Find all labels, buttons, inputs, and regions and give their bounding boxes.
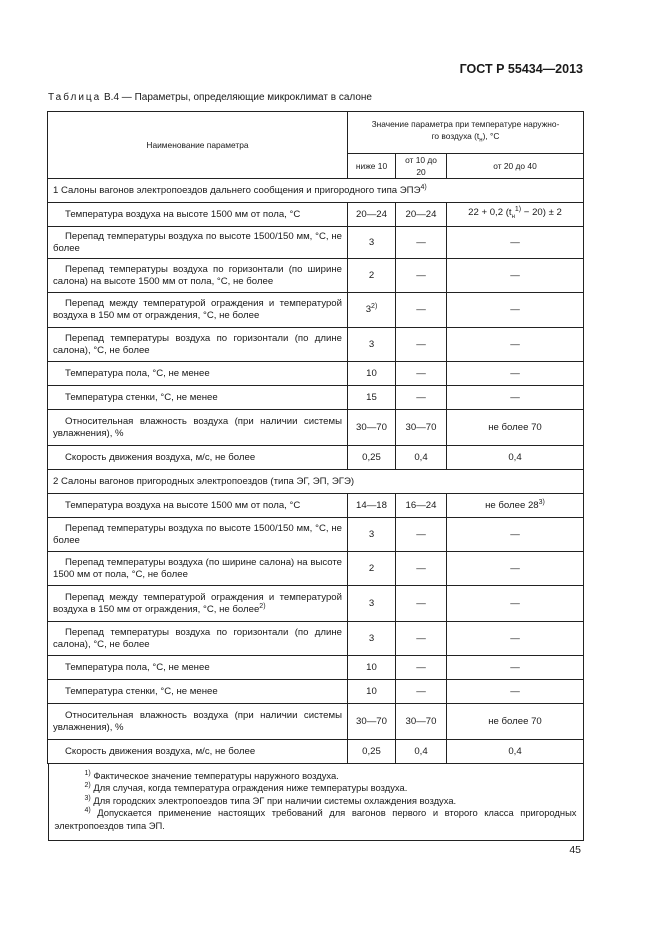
table-row-name: Температура пола, °С, не менее [48,656,348,680]
section-1-title-text: 1 Салоны вагонов электропоездов дальнего сообщения и пригородного типа ЭПЭ [53,184,421,196]
table-row-name: Температура воздуха на высоте 1500 мм от пола, °С [48,494,348,518]
section-2-title: 2 Салоны вагонов пригородных электропоездов (типа ЭГ, ЭП, ЭГЭ) [48,470,584,494]
header-param-name: Наименование параметра [48,112,348,179]
footnote-text: Фактическое значение температуры наружного воздуха. [90,770,339,781]
cell-below-10: 3 [348,227,396,259]
cell-10-20: — [396,518,447,552]
cell-below-10: 15 [348,386,396,410]
footnote-4 [55,807,577,832]
formula-sup: 1) [514,205,522,213]
cell-10-20: — [396,552,447,586]
table-row-name: Перепад между температурой ограждения и температурой воздуха в 150 мм от ограждения, °С, не более [48,293,348,328]
cell-below-10: 30—70 [348,704,396,740]
table-row-name: Скорость движения воздуха, м/с, не более [48,446,348,470]
cell-below-10: 30—70 [348,410,396,446]
table-row-name: Температура воздуха на высоте 1500 мм от пола, °С [48,203,348,227]
footnote-text: Допускается применение настоящих требований для вагонов первого и второго класса пригородных электропоездов типа ЭП. [54,807,577,831]
footnote-mark: 3) [84,794,91,802]
cell-20-40: не более 70 [447,410,584,446]
microclimate-table [47,111,584,841]
cell-below-10: 3 [348,328,396,362]
caption-label: Таблица [48,92,102,103]
cell-below-10: 2 [348,259,396,293]
cell-10-20: — [396,656,447,680]
header-value-line1: Значение параметра при температуре наружно- [371,119,560,130]
cell-10-20: — [396,362,447,386]
cell-20-40: — [447,518,584,552]
table-caption [48,92,372,103]
cell-10-20: 30—70 [396,704,447,740]
footnote-text: Для городских электропоездов типа ЭГ при наличии системы охлаждения воздуха. [90,794,457,806]
cell-below-10: 20—24 [348,203,396,227]
cell-10-20: — [396,680,447,704]
table-row-name: Перепад температуры воздуха по высоте 1500/150 мм, °С, не более [48,518,348,552]
footnotes [48,764,584,841]
table-row-name: Скорость движения воздуха, м/с, не более [48,740,348,764]
section-1-title [48,179,584,203]
cell-10-20: 20—24 [396,203,447,227]
cell-20-40: — [447,622,584,656]
header-value-sub: н [479,137,483,144]
table-row-name: Перепад температуры воздуха по горизонтали (по длине салона), °С, не более [48,622,348,656]
cell-20-40 [447,494,584,518]
header-value-group [348,112,584,154]
footnote-1 [55,770,577,782]
cell-20-40: — [447,227,584,259]
cell-20-40: — [447,362,584,386]
row-name-sup: 2) [259,602,266,610]
formula-part-a: 22 + 0,2 (t [468,206,512,218]
section-1-sup: 4) [420,183,427,191]
cell-below-10: 2 [348,552,396,586]
cell-10-20: — [396,586,447,622]
table-row-name: Относительная влажность воздуха (при наличии системы увлажнения), % [48,410,348,446]
cell-below-10: 3 [348,622,396,656]
cell-20-40: — [447,293,584,328]
footnote-mark: 4) [84,807,91,815]
cell-10-20: — [396,227,447,259]
cell-below-10: 0,25 [348,446,396,470]
cell-20-40: — [447,328,584,362]
cell-20-40: — [447,680,584,704]
cell-below-10: 10 [348,680,396,704]
formula-part-b: − 20) ± 2 [521,206,562,218]
cell-below-10 [348,293,396,328]
table-row-name: Температура стенки, °С, не менее [48,386,348,410]
subcol-10-20: от 10 до 20 [396,154,447,179]
footnote-mark: 1) [84,769,91,777]
cell-10-20: — [396,293,447,328]
cell-10-20: 16—24 [396,494,447,518]
caption-number: В.4 [104,92,120,103]
cell-20-40: — [447,586,584,622]
cell-below-10: 3 [348,518,396,552]
footnote-2 [55,782,577,794]
footnote-text: Для случая, когда температура ограждения ниже температуры воздуха. [90,782,408,794]
subcol-below-10: ниже 10 [348,154,396,179]
table-row-name: Перепад температуры воздуха (по ширине салона) на высоте 1500 мм от пола, °С, не более [48,552,348,586]
cell-value: 3 [365,304,372,315]
footnotes-cell [48,764,584,842]
table-row-name: Температура пола, °С, не менее [48,362,348,386]
cell-below-10: 0,25 [348,740,396,764]
cell-sup: 3) [538,498,545,506]
cell-10-20: 0,4 [396,740,447,764]
row-name-text: Перепад между температурой ограждения и температурой воздуха в 150 мм от ограждения, °С, не более [53,591,342,615]
cell-20-40: 0,4 [447,740,584,764]
page-number: 45 [569,844,581,856]
table-row-name: Перепад температуры воздуха по высоте 1500/150 мм, °С, не более [48,227,348,259]
table-row-name: Температура стенки, °С, не менее [48,680,348,704]
cell-20-40: — [447,386,584,410]
cell-20-40: не более 70 [447,704,584,740]
header-value-line2a: го воздуха (t [431,131,480,142]
cell-10-20: — [396,259,447,293]
cell-20-40: — [447,259,584,293]
cell-20-40: — [447,656,584,680]
cell-20-40 [447,203,584,227]
footnote-mark: 2) [84,782,91,790]
cell-value: не более 28 [485,499,539,511]
cell-20-40: 0,4 [447,446,584,470]
cell-10-20: — [396,622,447,656]
table-row-name: Относительная влажность воздуха (при наличии системы увлажнения), % [48,704,348,740]
document-header: ГОСТ Р 55434—2013 [459,62,583,76]
cell-below-10: 10 [348,656,396,680]
header-value-line2b: ), °С [482,131,500,142]
caption-title: — Параметры, определяющие микроклимат в салоне [121,92,372,103]
cell-20-40: — [447,552,584,586]
table-row-name [48,586,348,622]
subcol-20-40: от 20 до 40 [447,154,584,179]
table-row-name: Перепад температуры воздуха по горизонтали (по длине салона), °С, не более [48,328,348,362]
formula-sub: н [511,213,515,220]
cell-below-10: 3 [348,586,396,622]
cell-sup: 2) [371,302,378,310]
table-row-name: Перепад температуры воздуха по горизонтали (по ширине салона) на высоте 1500 мм от пола, °С, не более [48,259,348,293]
cell-below-10: 10 [348,362,396,386]
cell-below-10: 14—18 [348,494,396,518]
cell-10-20: — [396,386,447,410]
footnote-3 [55,795,577,807]
cell-10-20: 30—70 [396,410,447,446]
cell-10-20: — [396,328,447,362]
cell-10-20: 0,4 [396,446,447,470]
